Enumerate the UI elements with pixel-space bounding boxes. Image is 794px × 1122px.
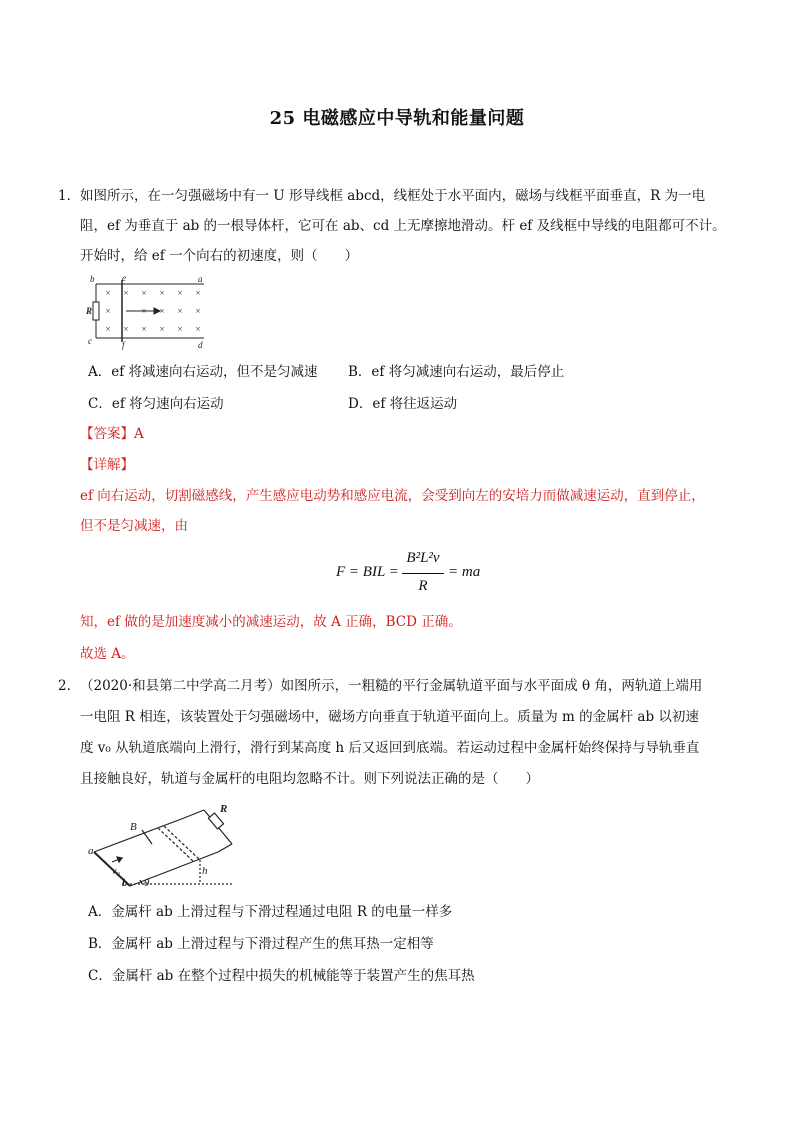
fig2-label-a: a bbox=[88, 845, 94, 857]
fig1-label-R: R bbox=[86, 306, 93, 316]
formula-lhs: F = BIL = bbox=[336, 564, 399, 580]
fig2-label-h: h bbox=[202, 865, 208, 877]
fig1-label-d: d bbox=[198, 340, 203, 350]
q1-formula bbox=[336, 550, 496, 602]
formula-rhs: = ma bbox=[448, 564, 481, 580]
question-2-text-line-1: （2020·和县第二中学高二月考）如图所示，一粗糙的平行金属轨道平面与水平面成 θ 角，两轨道上端用 bbox=[80, 678, 703, 694]
svg-text:×: × bbox=[159, 324, 165, 334]
svg-text:×: × bbox=[123, 288, 129, 298]
question-1-text-line-1: 如图所示，在一匀强磁场中有一 U 形导线框 abcd，线框处于水平面内，磁场与线框平面垂直，R 为一电 bbox=[80, 188, 706, 204]
svg-text:×: × bbox=[105, 306, 111, 316]
svg-text:×: × bbox=[195, 288, 201, 298]
q2-option-a: A．金属杆 ab 上滑过程与下滑过程通过电阻 R 的电量一样多 bbox=[88, 904, 453, 920]
svg-text:×: × bbox=[195, 324, 201, 334]
svg-text:×: × bbox=[159, 306, 165, 316]
question-1-number: 1． bbox=[58, 188, 81, 204]
svg-text:×: × bbox=[123, 324, 129, 334]
fig2-label-R: R bbox=[220, 803, 228, 815]
q1-option-b: B．ef 将匀减速向右运动，最后停止 bbox=[348, 364, 565, 380]
fig1-label-c: c bbox=[88, 336, 92, 346]
svg-text:×: × bbox=[141, 324, 147, 334]
q1-option-d: D．ef 将往返运动 bbox=[348, 396, 458, 412]
q2-option-b: B．金属杆 ab 上滑过程与下滑过程产生的焦耳热一定相等 bbox=[88, 936, 434, 952]
q1-choose: 故选 A。 bbox=[80, 646, 135, 662]
fig1-label-a: a bbox=[198, 274, 203, 284]
fig2-label-theta: θ bbox=[144, 877, 150, 889]
fig1-label-b: b bbox=[90, 274, 95, 284]
svg-text:×: × bbox=[177, 306, 183, 316]
fig1-label-f: f bbox=[122, 340, 125, 350]
q2-option-c: C．金属杆 ab 在整个过程中损失的机械能等于装置产生的焦耳热 bbox=[88, 968, 475, 984]
q1-answer: 【答案】A bbox=[80, 426, 144, 442]
q1-conclusion: 知，ef 做的是加速度减小的减速运动，故 A 正确，BCD 正确。 bbox=[80, 614, 462, 630]
question-1-figure bbox=[86, 274, 210, 350]
svg-text:×: × bbox=[159, 288, 165, 298]
svg-text:×: × bbox=[177, 288, 183, 298]
svg-text:×: × bbox=[105, 324, 111, 334]
question-2-text-line-4: 且接触良好，轨道与金属杆的电阻均忽略不计。则下列说法正确的是（ ） bbox=[80, 771, 539, 787]
svg-text:×: × bbox=[177, 324, 183, 334]
q1-detail-label: 【详解】 bbox=[80, 457, 134, 473]
question-2-text-line-3: 度 v₀ 从轨道底端向上滑行，滑行到某高度 h 后又返回到底端。若运动过程中金属杆始终保持与导轨垂直 bbox=[80, 740, 700, 756]
page-title: 25 电磁感应中导轨和能量问题 bbox=[269, 108, 525, 129]
question-1-text-line-3: 开始时，给 ef 一个向右的初速度，则（ ） bbox=[80, 248, 359, 264]
svg-text:×: × bbox=[105, 288, 111, 298]
svg-text:×: × bbox=[195, 306, 201, 316]
fig2-label-b: b bbox=[122, 877, 128, 889]
fig2-label-B: B bbox=[130, 821, 137, 833]
q1-detail-line-1: ef 向右运动，切割磁感线，产生感应电动势和感应电流，会受到向左的安培力而做减速运动，直到停止， bbox=[80, 488, 705, 504]
formula-denominator: R bbox=[418, 578, 428, 594]
q1-option-c: C．ef 将匀速向右运动 bbox=[88, 396, 224, 412]
question-2-figure bbox=[86, 800, 246, 892]
svg-text:×: × bbox=[141, 288, 147, 298]
question-2-number: 2． bbox=[58, 678, 81, 694]
question-2-text-line-2: 一电阻 R 相连，该装置处于匀强磁场中，磁场方向垂直于轨道平面向上。质量为 m 的金属杆 ab 以初速 bbox=[80, 709, 699, 725]
question-1-text-line-2: 阻，ef 为垂直于 ab 的一根导体杆，它可在 ab、cd 上无摩擦地滑动。杆 ef 及线框中导线的电阻都可不计。 bbox=[80, 218, 726, 234]
svg-text:×: × bbox=[141, 306, 147, 316]
q1-option-a: A．ef 将减速向右运动，但不是匀减速 bbox=[88, 364, 318, 380]
fig1-label-e: e bbox=[122, 274, 126, 283]
formula-numerator: B²L²v bbox=[406, 550, 440, 566]
q1-detail-line-2: 但不是匀减速，由 bbox=[80, 518, 188, 534]
fig2-label-v0: v₀ bbox=[112, 866, 120, 877]
